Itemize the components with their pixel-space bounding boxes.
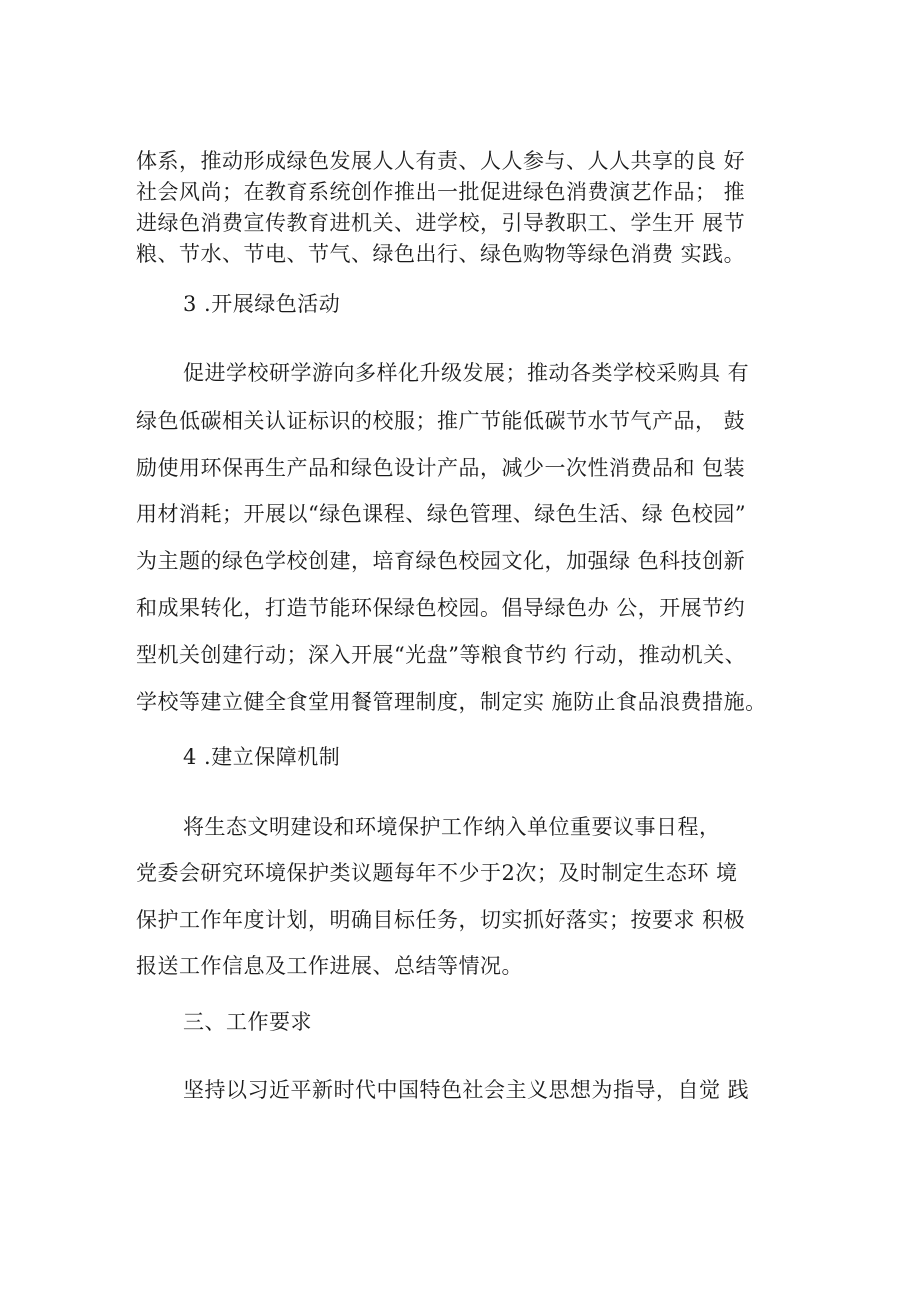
paragraph-4-line-2: 党委会研究环境保护类议题每年不少于2次；及时制定生态环 境 [136, 861, 738, 885]
paragraph-4-line-3: 保护工作年度计划，明确目标任务，切实抓好落实；按要求 积极 [136, 908, 746, 932]
paragraph-3-line-7: 型机关创建行动；深入开展“光盘”等粮食节约 行动，推动机关、 [136, 643, 747, 667]
paragraph-4-line-4: 报送工作信息及工作进展、总结等情况。 [136, 954, 523, 978]
paragraph-3-line-4: 用材消耗；开展以“绿色课程、绿色管理、绿色生活、绿 色校园” [136, 502, 747, 526]
paragraph-intro-line-2: 社会风尚；在教育系统创作推出一批促进绿色消费演艺作品； 推 [136, 180, 746, 204]
paragraph-3-line-2: 绿色低碳相关认证标识的校服；推广节能低碳节水节气产品， 鼓 [136, 409, 746, 433]
paragraph-3-line-8: 学校等建立健全食堂用餐管理制度，制定实 施防止食品浪费措施。 [136, 690, 767, 714]
heading-section-3: 三、工作要求 [183, 1010, 312, 1034]
paragraph-intro-line-4: 粮、节水、节电、节气、绿色出行、绿色购物等绿色消费 实践。 [136, 242, 746, 266]
paragraph-3-line-3: 励使用环保再生产品和绿色设计产品，减少一次性消费品和 包装 [136, 456, 746, 480]
paragraph-final-line-1: 坚持以习近平新时代中国特色社会主义思想为指导，自觉 践 [183, 1078, 750, 1102]
paragraph-intro-line-1: 体系，推动形成绿色发展人人有责、人人参与、人人共享的良 好 [136, 149, 746, 173]
paragraph-3-line-6: 和成果转化，打造节能环保绿色校园。倡导绿色办 公，开展节约 [136, 596, 746, 620]
paragraph-4-line-1: 将生态文明建设和环境保护工作纳入单位重要议事日程， [183, 815, 721, 839]
paragraph-3-line-1: 促进学校研学游向多样化升级发展；推动各类学校采购具 有 [183, 361, 750, 385]
paragraph-3-line-5: 为主题的绿色学校创建，培育绿色校园文化，加强绿 色科技创新 [136, 549, 746, 573]
heading-4: 4 .建立保障机制 [183, 745, 341, 769]
heading-3: 3 .开展绿色活动 [183, 292, 341, 316]
paragraph-intro-line-3: 进绿色消费宣传教育进机关、进学校，引导教职工、学生开 展节 [136, 211, 746, 235]
